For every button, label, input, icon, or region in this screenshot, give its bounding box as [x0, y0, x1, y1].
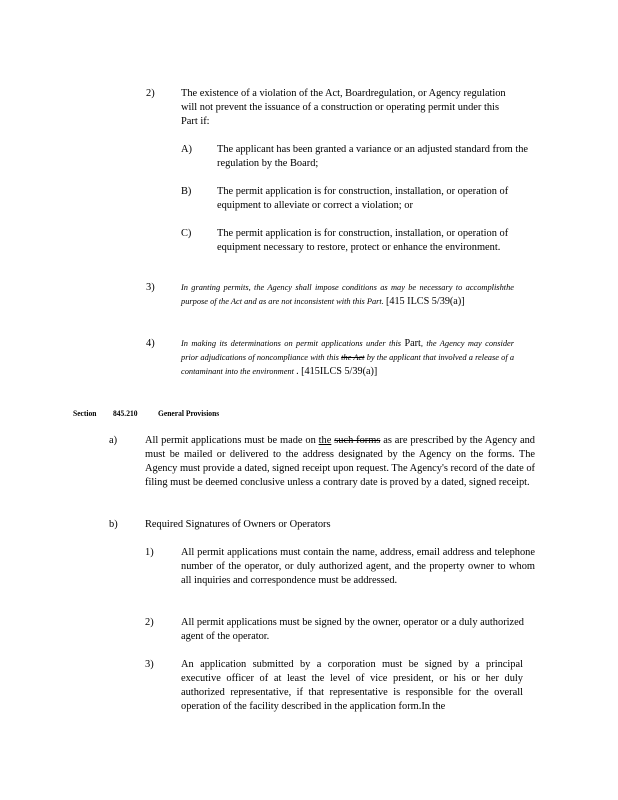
item-2b-number: B) [181, 186, 192, 197]
item-3-text [181, 281, 514, 309]
para-b1-number: 1) [145, 547, 154, 558]
para-b-title: Required Signatures of Owners or Operators [145, 519, 331, 530]
item-4-body-a: In making its determinations on permit applications under this [181, 339, 402, 348]
item-2a-number: A) [181, 144, 192, 155]
item-4-text [181, 337, 514, 379]
section-number: 845.210 [113, 409, 138, 418]
item-3-citation: [415 ILCS 5/39(a)] [385, 296, 465, 307]
item-4-body-c: by the applicant that involved a release of a contaminant into the environment [181, 353, 515, 376]
section-label: Section [73, 409, 97, 418]
para-b2-number: 2) [145, 617, 154, 628]
para-b-number: b) [109, 519, 118, 530]
item-2c-number: C) [181, 228, 192, 239]
para-a-text [145, 434, 535, 490]
item-4-body-b: , the Agency may consider prior adjudications of noncompliance with this [181, 339, 514, 362]
item-4-number: 4) [146, 338, 155, 349]
para-b3-number: 3) [145, 659, 154, 670]
item-4-struck-text: the Act [341, 353, 365, 362]
item-4-citation: . [415ILCS 5/39(a)] [296, 366, 378, 377]
para-a-inserted-text: the [318, 435, 332, 446]
item-2-number: 2) [146, 88, 155, 99]
para-b1-text: All permit applications must contain the name, address, email address and telephone number of the operator, or duly authorized agent, and the property owner to whom all inquiries and correspondence must be addressed. [181, 547, 535, 586]
para-a-text-2: as are prescribed by the Agency and must be mailed or delivered to the address designated by the Agency on the forms. The Agency must provide a dated, signed receipt upon request. The Agency's record of the date of filing must be deemed conclusive unless a contrary date is proved by a dated, signed receipt. [145, 435, 535, 488]
item-3-body: In granting permits, the Agency shall impose conditions as may be necessary to accomplishthe purpose of the Act and as are not inconsistent with this Part. [181, 283, 514, 306]
item-4-part-word: Part [404, 338, 421, 349]
item-2a-text: The applicant has been granted a variance or an adjusted standard from the regulation by the Board; [217, 144, 529, 169]
para-b2-text: All permit applications must be signed by the owner, operator or a duly authorized agent of the operator. [181, 617, 524, 642]
item-2b-text: The permit application is for construction, installation, or operation of equipment to alleviate or correct a violation; or [217, 186, 509, 211]
para-a-text-1: All permit applications must be made on [145, 435, 316, 446]
para-a-number: a) [109, 435, 118, 446]
para-a-struck-text: such forms [334, 435, 381, 446]
item-3-number: 3) [146, 282, 155, 293]
section-title: General Provisions [158, 409, 220, 418]
item-2c-text: The permit application is for construction, installation, or operation of equipment necessary to restore, protect or enhance the environment. [217, 228, 509, 253]
para-b3-text: An application submitted by a corporation must be signed by a principal executive officer of at least the level of vice president, or his or her duly authorized representative, if that representative is responsible for the overall operation of the facility described in the application form.In the [181, 659, 523, 712]
item-2-text: The existence of a violation of the Act, Boardregulation, or Agency regulation will not prevent the issuance of a construction or operating permit under this Part if: [181, 88, 506, 127]
